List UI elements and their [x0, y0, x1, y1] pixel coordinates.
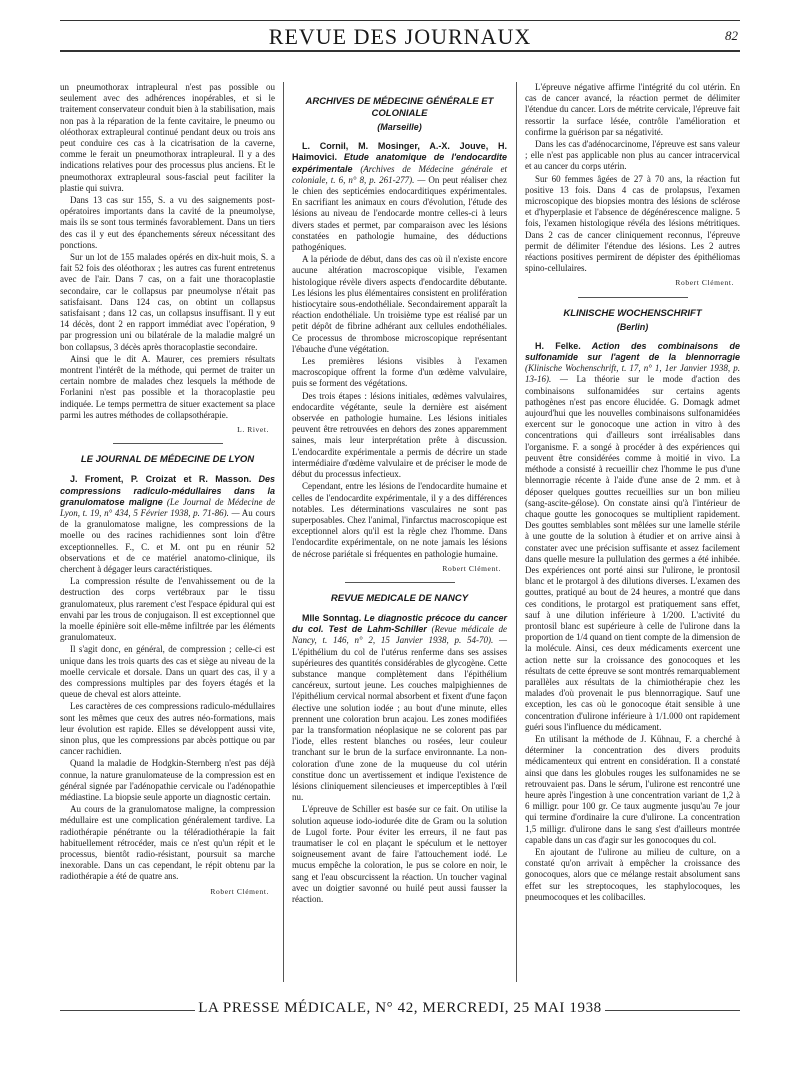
article-title: Etude anatomique de l'endocardite expérimentale — [292, 152, 507, 174]
paragraph: Il s'agit donc, en général, de compression ; celle-ci est unique dans les trois quarts des cas et siège au niveau de la moelle cervicale et dorsale. Dans un quart des cas, il y a des compressions multiples par des foyers étagés et la queue de cheval est alors atteinte. — [60, 644, 275, 700]
header-rule-bottom — [60, 50, 740, 52]
paragraph: La compression résulte de l'envahissement ou de la destruction des corps vertébraux par le tissu granulomateux, plus rarement c'est l'espace épidural qui est envahi par les trous de conjugaison. Il est exceptionnel que la moelle épinière soit elle-même infiltrée par les éléments granulomateux. — [60, 576, 275, 643]
paragraph: Sur 60 femmes âgées de 27 à 70 ans, la réaction fut positive 13 fois. Dans 4 cas de prolapsus, l'examen microscopique des biopsies montra des lésions de sclérose et d'hyperplasie et l'absence de dégénérescence maligne. 5 fois, l'examen histologique révéla des lésions métritiques. Dans 2 cas de cancer cliniquement reconnus, l'épreuve permit de délimiter l'étendue des lésions. Les 2 autres réactions positives permirent de dépister des épithéliomas spino-cellulaires. — [525, 173, 740, 274]
article-title: Action des combinaisons de sulfonamide sur l'agent de la blennorragie — [525, 340, 741, 363]
separator — [345, 582, 455, 583]
paragraph: L'épreuve négative affirme l'intégrité du col utérin. En cas de cancer avancé, la réaction permet de délimiter l'étendue du cancer. Lors de métrite cervicale, l'épreuve fait ressortir la surface lésée, contrôle l'amélioration et confirme la guérison par sa négativité. — [525, 82, 740, 137]
journal-heading: REVUE MEDICALE DE NANCY — [330, 592, 469, 604]
article-reference: (Revue médicale de Nancy, t. 146, n° 2, 15 Janvier 1938, p. 54-70). — — [292, 624, 507, 646]
paragraph: Ainsi que le dit A. Maurer, ces premiers résultats montrent l'intérêt de la méthode, qui permet de traiter un certain nombre de malades chez lesquels la méthode de Forlanini n'est pas possible et la thoracoplastie peu indiquée. Le temps permettra de situer exactement sa place parmi les autres méthodes de collapsothérapie. — [60, 353, 275, 420]
article-authors: J. Froment, P. Croizat et R. Masson. — [70, 474, 252, 485]
paragraph: Dans les cas d'adénocarcinome, l'épreuve est sans valeur ; elle n'est pas applicable non plus au cancer intracervical et au cancer du corps utérin. — [525, 139, 740, 172]
separator — [578, 297, 688, 298]
paragraph: Cependant, entre les lésions de l'endocardite humaine et celles de l'endocardite expérimentale, il y a des différences notables. Les déterminations vasculaires ne sont pas superposables. Chez l'animal, l'infarctus macroscopique est exceptionnel alors qu'il est la règle chez l'homme. Dans l'endocardite expérimentale, on ne note jamais les lésions de nécrose pariétale si fréquentes en pathologie humaine. — [292, 481, 507, 559]
journal-city: (Marseille) — [377, 122, 422, 132]
paragraph: On peut réaliser chez le chien des septicémies endocarditiques expérimentales. En sacrifiant les animaux en cours d'évolution, l'étude des lésions au niveau de l'endocarde montre celles-ci à leurs divers stades et permet, par comparaison avec les lésions constatées en pathologie humaine, des déductions pathogéniques. — [292, 174, 508, 253]
paragraph: Des trois étapes : lésions initiales, œdèmes valvulaires, endocardite végétante, seule la dernière est aisément observée en pathologie humaine. Les lésions initiales peuvent être retrouvées en dehors des zones apparemment saines, mais leur interprétation prête à discussion. L'endocardite expérimentale a permis de décrire un stade intermédiaire d'œdème valvulaire et de préciser le mode de début du processus infectieux. — [292, 390, 507, 480]
paragraph: Les premières lésions visibles à l'examen macroscopique offrent la forme d'un œdème valvulaire, puis se forment des végétations. — [292, 356, 507, 389]
paragraph: Au cours de la granulomatose maligne, la compression médullaire est une complication généralement tardive. La radiothérapie pénétrante ou la téléradiothérapie la fait habituellement rétrocéder, mais ce n'est qu'un répit et le processus, bientôt radio-résistant, poursuit sa marche inexorable. Dans un cas cependant, le répit obtenu par la radiothérapie a été de quatre ans. — [60, 804, 275, 882]
column-rule — [516, 82, 517, 982]
article-heading — [60, 474, 275, 575]
article-heading — [292, 613, 507, 803]
journal-city: (Berlin) — [616, 321, 649, 332]
article-reference: (Archives de Médecine générale et coloniale, t. 6, n° 8, p. 261-277). — — [292, 163, 508, 185]
page-header — [60, 20, 740, 56]
article-heading — [525, 341, 740, 733]
paragraph: Quand la maladie de Hodgkin-Sternberg n'est pas déjà connue, la nature granulomateuse de la compression est en général signée par l'adénopathie cervicale ou l'adénopathie médiastine. La biopsie seule apporte un diagnostic certain. — [60, 758, 275, 802]
paragraph: Sur un lot de 155 malades opérés en dix-huit mois, S. a fait 52 fois des oléothorax ; les autres cas furent entretenus avec de l'air. Dans 7 cas, on a fait une thoracoplastie secondaire, car le collapsus par pneumolyse n'était pas satisfaisant. Dans 124 cas, on obtint un collapsus satisfaisant ; dans 12 cas, un collapsus insuffisant. Il y eut 14 décès, dont 2 en rapport immédiat avec l'opération, 9 par progression uni ou bilatérale de la maladie malgré un bon collapsus, 3 décès après thoracoplastie secondaire. — [60, 252, 275, 352]
page-footer — [60, 1000, 740, 1020]
page-number: 82 — [725, 28, 738, 43]
article-heading — [292, 141, 507, 253]
paragraph: Les caractères de ces compressions radiculo-médullaires sont les mêmes que ceux des autres néo-formations, mais leur évolution est rapide. Elles se développent aussi vite, sinon plus, que les compressions par abcès pottique ou par cancer rachidien. — [60, 701, 275, 757]
signature: L. Rivet. — [237, 425, 269, 435]
footer-imprint: LA PRESSE MÉDICALE, N° 42, MERCREDI, 25 MAI 1938 — [198, 1000, 602, 1016]
article-title: Des compressions radiculo-médullaires dans la granulomatose maligne — [60, 474, 276, 507]
footer-rule-right — [605, 1010, 740, 1011]
paragraph: Au cours de la granulomatose maligne, les compressions de la moelle ou des racines rachidiennes sont loin d'être exceptionnelles. F., C. et M. ont pu en réunir 52 observations et de ce matériel anatomo-clinique, ils cherchent à dégager leurs caractéristiques. — [60, 507, 275, 574]
article-reference: (Le Journal de Médecine de Lyon, t. 19, n° 434, 5 Février 1938, p. 71-86). — — [60, 496, 276, 518]
journal-heading: ARCHIVES DE MÉDECINE GÉNÉRALE ET COLONIALE — [305, 96, 494, 119]
separator — [113, 443, 223, 444]
signature: Robert Clément. — [442, 563, 501, 573]
journal-heading: LE JOURNAL DE MÉDECINE DE LYON — [80, 454, 255, 466]
column-2 — [292, 82, 507, 994]
header-rule-top — [60, 20, 740, 21]
paragraph: L'épithélium du col de l'utérus renferme dans ses assises supérieures des quantités considérables de glycogène. Cette substance manque complètement dans l'épithélium cancéreux, surtout jeune. Les couches malpighiennes de l'épithélium cervical normal absorbent et fixent d'une façon élective une solution iodée ; au bout d'une minute, elles prennent une coloration brun acajou. Les zones modifiées par la transformation néoplasique ne se colorent pas par l'iode, elles restent blanches ou rosées, leur couleur tranchant sur le brun de la surface environnante. La non-coloration d'une zone de la muqueuse du col utérin constitue donc un avertissement et indique l'existence de lésions cliniquement silencieuses et imperceptibles à l'œil nu. — [292, 646, 507, 803]
paragraph: A la période de début, dans des cas où il n'existe encore aucune altération macroscopique visible, l'examen histologique révèle divers aspects d'endocardite débutante. Les lésions les plus élémentaires consistent en prolifération histiocytaire sous-endothéliale. Secondairement apparaît la réaction endothéliale. Un troisième type est réalisé par un petit dépôt de fibrine adhérant aux cellules endothéliales. Ce processus de thrombose microscopique représentant l'ébauche d'une végétation. — [292, 254, 507, 354]
article-authors: L. Cornil, M. Mosinger, A.-X. Jouve, H. Haimovici. — [292, 141, 507, 163]
column-1 — [60, 82, 275, 982]
paragraph: En utilisant la méthode de J. Kühnau, F. a cherché à déterminer la concentration des divers produits médicamenteux qui entrent en considération. Il a constaté ainsi que dans les globules rouges les sulfonamides ne se retrouvaient pas. Dans le sérum, l'ulirone est rencontré une heure après l'ingestion à une concentration variant de 1,2 à 6 milligr. pour 100 gr. Ce taux augmente jusqu'au 7e jour qui termine d'ordinaire la cure d'ulirone. La concentration 1,5 milligr. d'ulirone dans le sang s'est d'ailleurs montrée capable dans un cas d'agir sur les gonocoques du col. — [525, 733, 740, 845]
column-3 — [525, 82, 740, 982]
article-authors: Mlle Sonntag. — [302, 612, 362, 623]
signature: Robert Clément. — [675, 278, 734, 288]
paragraph: Dans 13 cas sur 155, S. a vu des saignements post-opératoires importants dans la cavité de la pneumolyse, mais ils se sont tous terminés favorablement. Dans un tiers des cas il y eut des épanchements séreux nécessitant des ponctions. — [60, 195, 275, 250]
paragraph: un pneumothorax intrapleural n'est pas possible ou seulement avec des adhérences inopérables, et si le traitement conservateur conduit bien à la stabilisation, mais non pas à la réparation de la fente cavitaire, le pneumo ou oléothorax extrapleural continué pendant deux ou trois ans peut conduire ces cas à la cicatrisation de la caverne, comme le ferait un pneumothorax intrapleural. Il y a des indications relatives pour des processus plus anciens. Et le pneumothorax extrapleural sous-fascial peut faciliter la plastie qui suivra. — [60, 82, 275, 193]
article-reference: (Klinische Wochenschrift, t. 17, n° 1, 1er Janvier 1938, p. 13-16). — — [525, 363, 740, 385]
article-title: Le diagnostic précoce du cancer du col. Test de Lahm-Schiller — [292, 612, 508, 635]
article-authors: H. Felke. — [535, 340, 581, 351]
paragraph: L'épreuve de Schiller est basée sur ce fait. On utilise la solution aqueuse iodo-iodurée dite de Gram ou la solution de Lugol forte. Pour éviter les erreurs, il ne faut pas traumatiser le col en plaçant le spéculum et le nettoyer soigneusement avant de faire l'attouchement iodé. Le mucus empêche la coloration, le pus se colore en noir, le sang et l'eau obscurcissent la réaction. Un toucher vaginal avec un doigtier savonné ou huilé peut aussi fausser la réaction. — [292, 804, 507, 904]
running-title: REVUE DES JOURNAUX — [268, 24, 532, 49]
paragraph: La théorie sur le mode d'action des combinaisons sulfonamidées sur certains agents pathogènes n'est pas encore élucidée. G. Domagk admet aujourd'hui que les nouvelles combinaisons sulfonamidées exercent sur le gonocoque une action in vitro à des concentrations qui d'ailleurs sont irréalisables dans l'organisme. F. a songé à procéder à des expériences qui peuvent être considérées comme à moitié in vivo. La méthode a consisté à recueillir chez l'homme le pus d'une blennorragie récente à l'aide d'une anse de 2 mm. et à déposer quelques gouttes recueillies sur un bon milieu (sang-ascite-gélose). On constate ainsi qu'à l'intérieur de chaque goutte les gonocoques se multiplient rapidement. Des gouttes semblables sont mêlées sur une lamelle stérile à une goutte de la solution à étudier et on arrive ainsi à constater avec une précision suffisante et assez facilement dans quelle mesure la pullulation des germes a été inhibée. Des expériences ont porté ainsi sur l'ulirone, le prontosil blanc et le protargol à des dilutions diverses. L'examen des gouttes, pratiqué au bout de 24 heures, a montré que dans ces conditions, le protargol est pratiquement sans effet, sauf à une dilution inférieure à 1/200. L'activité du prontosil blanc est supérieure à celle de l'ulirone dans la proportion de 1/4 quand on tient compte de la dimension de la molécule. Ainsi, ces deux médicaments exercent une action nette sur la croissance des gonocoques et les résultats de cette épreuve se sont montrés remarquablement parallèles aux résultats de la chimiothérapie chez les malades d'où provenait le pus blennorragique. Sauf une exception, les cas où le gonocoque était sensible à une concentration d'ulirone inférieure à 1/1.000 ont rapidement guéri sous l'influence du médicament. — [525, 374, 741, 732]
journal-heading: KLINISCHE WOCHENSCHRIFT — [563, 307, 702, 319]
signature: Robert Clément. — [210, 886, 269, 896]
paragraph: En ajoutant de l'ulirone au milieu de culture, on a constaté qu'on arrivait à empêcher la croissance des gonocoques, alors que ce mélange restait absolument sans effet sur les streptocoques, les staphylocoques, les pneumocoques et les colibacilles. — [525, 847, 740, 902]
column-rule — [283, 82, 284, 982]
